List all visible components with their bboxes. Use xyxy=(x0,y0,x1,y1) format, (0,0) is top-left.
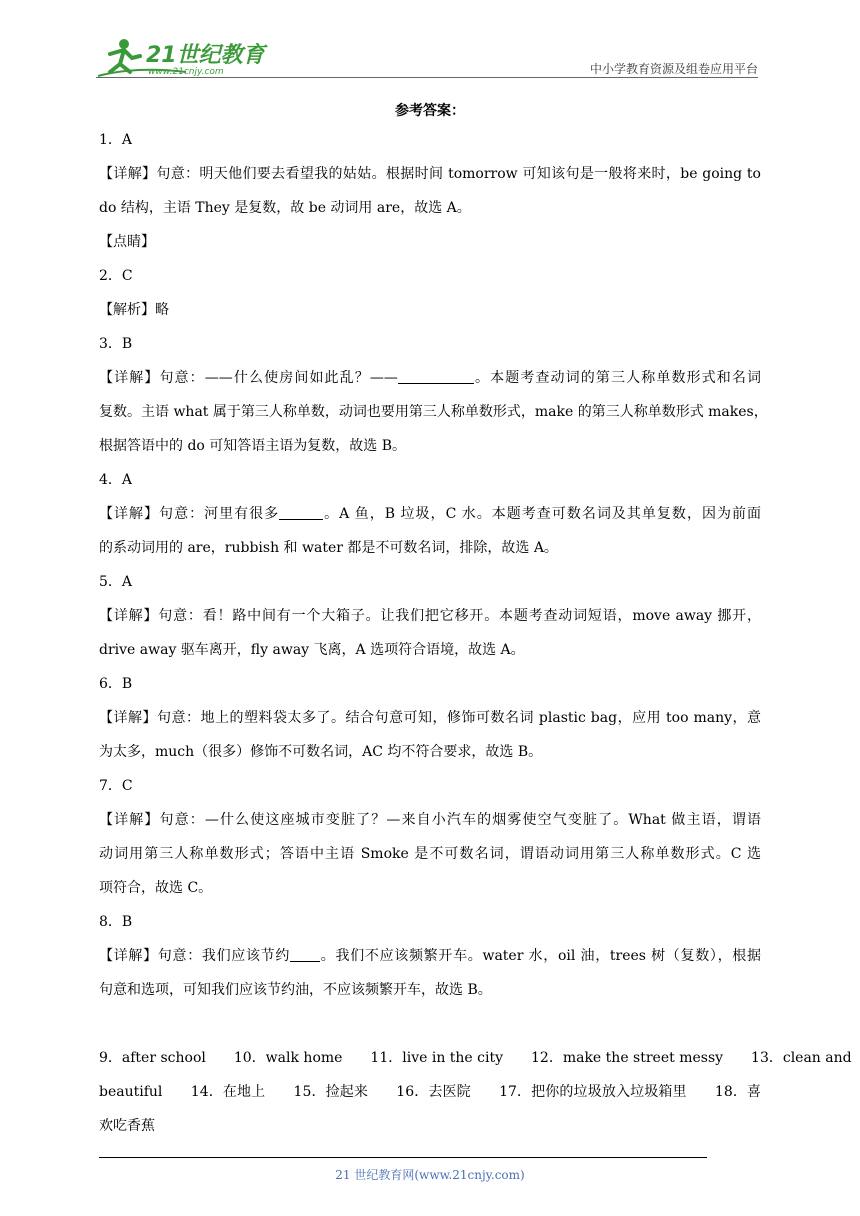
logo-icon xyxy=(96,36,266,78)
explanation-line xyxy=(99,497,761,531)
explanation-text: 。A 鱼，B 垃圾，C 水。本题考查可数名词及其单复数，因为前面 xyxy=(323,506,761,522)
explanation-line: 句意和选项，可知我们应该节约油，不应该频繁开车，故选 B。 xyxy=(99,982,492,998)
explanation-line: 【详解】句意：看！路中间有一个大箱子。让我们把它移开。本题考查动词短语，move away 挪开， xyxy=(99,608,761,624)
explanation-text: 【详解】句意：——什么使房间如此乱？—— xyxy=(99,370,398,386)
answer-blank xyxy=(290,947,320,962)
answer-content xyxy=(99,123,852,1143)
page-title: 参考答案： xyxy=(395,103,465,119)
answer-number: 2．C xyxy=(99,268,133,284)
explanation-line xyxy=(99,361,761,395)
explanation-line: 【详解】句意：—什么使这座城市变脏了？—来自小汽车的烟雾使空气变脏了。What 做主语，谓语 xyxy=(99,812,761,828)
comment-label: 【点睛】 xyxy=(99,234,155,250)
explanation-text: 【详解】句意：我们应该节约 xyxy=(99,948,291,964)
answer-number: 8．B xyxy=(99,914,133,930)
answer-list-line: beautiful 14．在地上 15．捡起来 16．去医院 17．把你的垃圾放入垃圾箱里 18．喜 xyxy=(99,1084,761,1100)
explanation-line: 复数。主语 what 属于第三人称单数，动词也要用第三人称单数形式，make 的第三人称单数形式 makes， xyxy=(99,404,768,420)
explanation-line: 动词用第三人称单数形式；答语中主语 Smoke 是不可数名词，谓语动词用第三人称单数形式。C 选 xyxy=(99,846,761,862)
spacer xyxy=(99,1007,761,1041)
page-header xyxy=(0,0,860,80)
explanation-line: 项符合，故选 C。 xyxy=(99,880,213,896)
answer-blank xyxy=(279,505,323,520)
logo-url: www.21cnjy.com xyxy=(148,67,224,77)
header-divider xyxy=(96,77,758,78)
explanation-line: do 结构，主语 They 是复数，故 be 动词用 are，故选 A。 xyxy=(99,200,471,216)
header-slogan: 中小学教育资源及组卷应用平台 xyxy=(589,62,758,76)
answer-number: 4．A xyxy=(99,472,133,488)
explanation-line: 根据答语中的 do 可知答语主语为复数，故选 B。 xyxy=(99,438,407,454)
answer-number: 5．A xyxy=(99,574,133,590)
answer-number: 6．B xyxy=(99,676,133,692)
footer-divider xyxy=(99,1157,707,1158)
logo-text: 21世纪教育 xyxy=(146,43,265,68)
explanation-line: 的系动词用的 are，rubbish 和 water 都是不可数名词，排除，故选 A。 xyxy=(99,540,558,556)
explanation-line xyxy=(99,939,761,973)
explanation-line: drive away 驱车离开，fly away 飞离，A 选项符合语境，故选 A。 xyxy=(99,642,525,658)
answer-number: 3．B xyxy=(99,336,133,352)
answer-number: 1．A xyxy=(99,132,133,148)
explanation-text: 。本题考查动词的第三人称单数形式和名词 xyxy=(473,370,762,386)
answer-blank xyxy=(398,369,474,384)
explanation-line: 为太多，much（很多）修饰不可数名词，AC 均不符合要求，故选 B。 xyxy=(99,744,543,760)
answer-list-line: 欢吃香蕉 xyxy=(99,1118,155,1134)
answer-number: 7．C xyxy=(99,778,133,794)
explanation-line: 【详解】句意：地上的塑料袋太多了。结合句意可知，修饰可数名词 plastic bag，应用 too many，意 xyxy=(99,710,761,726)
answer-list-line: 9．after school 10．walk home 11．live in the city 12．make the street messy 13．clean and xyxy=(99,1050,852,1066)
explanation-line: 【详解】句意：明天他们要去看望我的姑姑。根据时间 tomorrow 可知该句是一般将来时，be going to xyxy=(99,166,761,182)
explanation-line: 【解析】略 xyxy=(99,302,169,318)
footer-text: 21 世纪教育网(www.21cnjy.com) xyxy=(335,1168,525,1182)
explanation-text: 【详解】句意：河里有很多 xyxy=(99,506,280,522)
explanation-text: 。我们不应该频繁开车。water 水，oil 油，trees 树（复数），根据 xyxy=(320,948,762,964)
